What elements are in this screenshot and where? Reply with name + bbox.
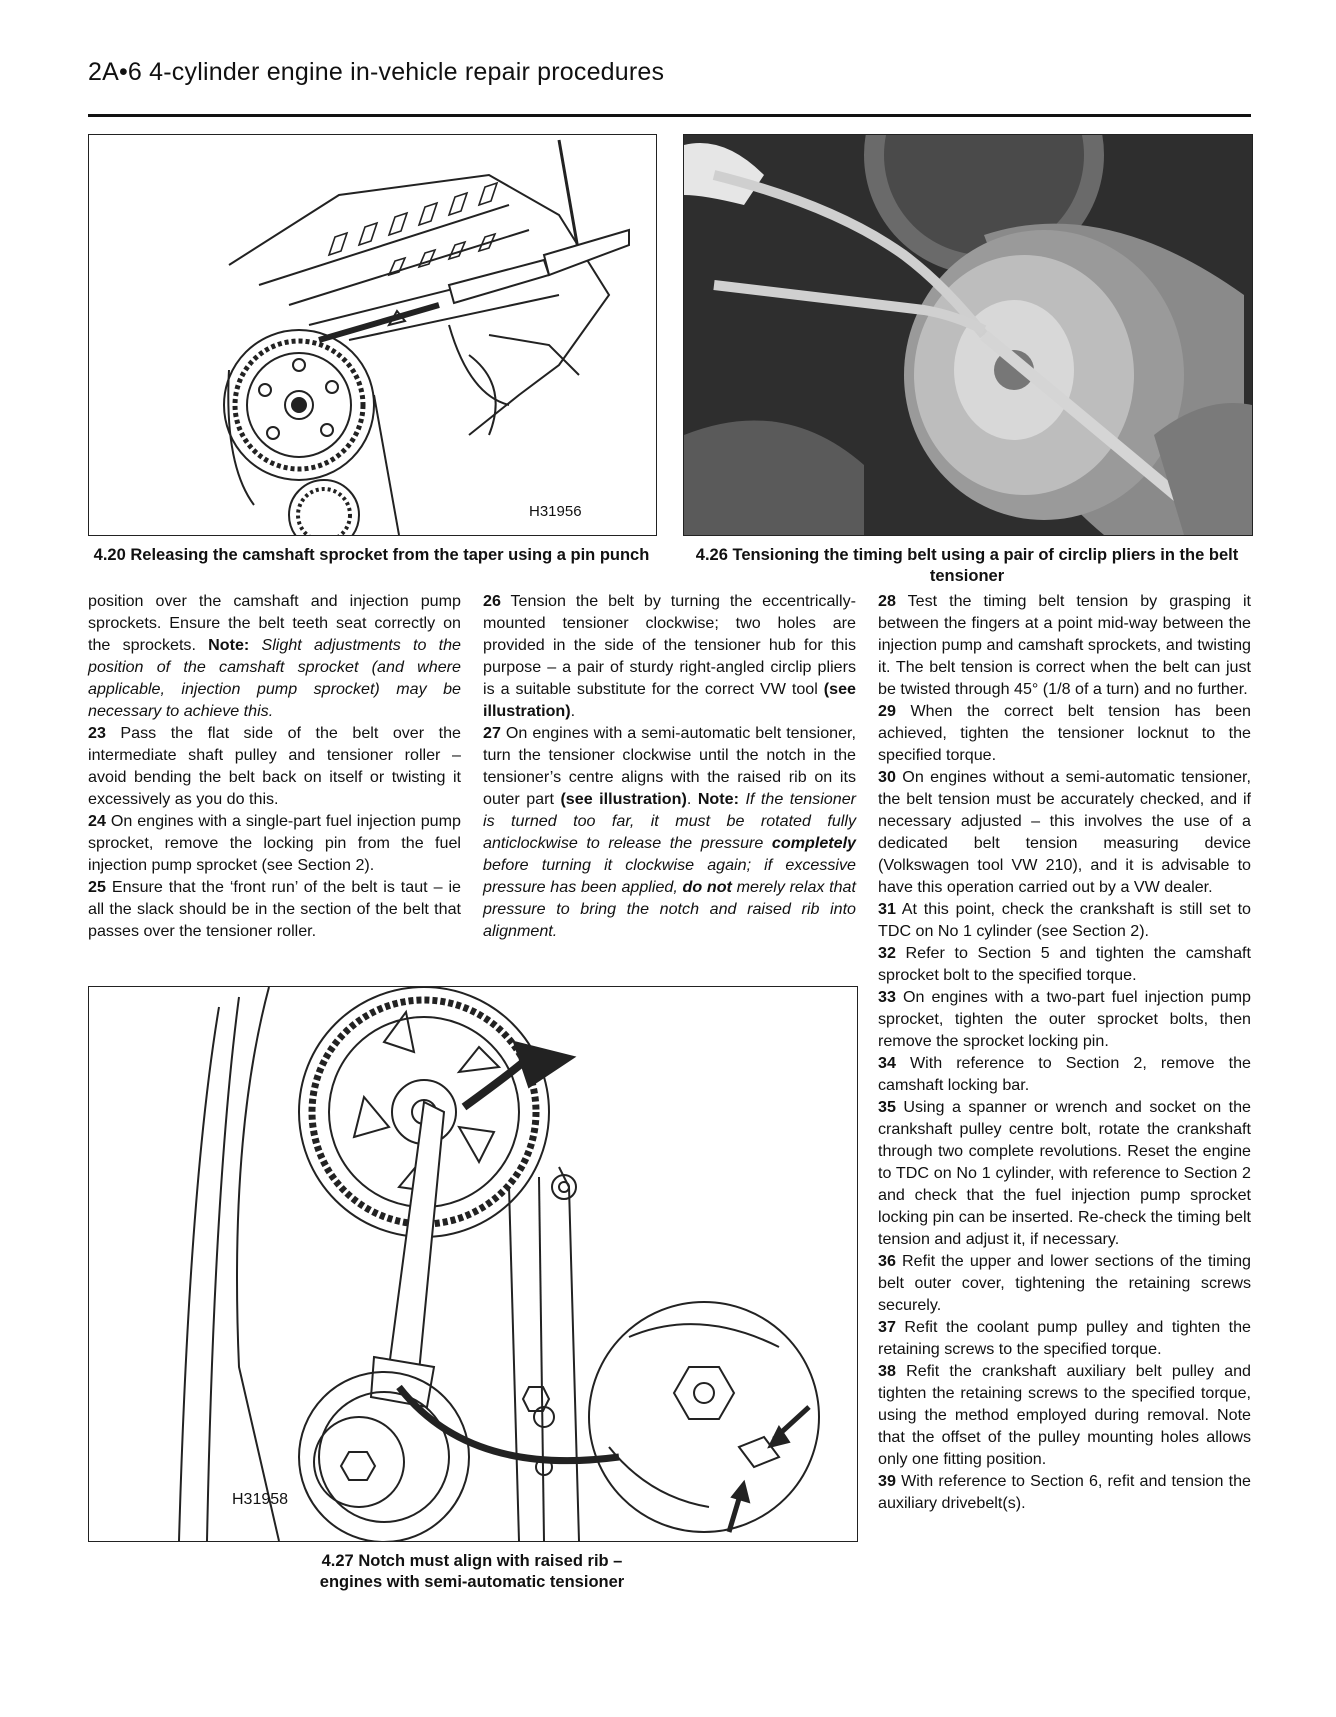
paragraph-number: 31 (878, 900, 896, 918)
text-column-2 (483, 590, 856, 942)
paragraph-text: At this point, check the crankshaft is still set to TDC on No 1 cylinder (see Section 2). (878, 900, 1251, 940)
paragraph-number: 25 (88, 878, 106, 896)
see-illustration-ref: (see illustration) (560, 790, 687, 808)
paragraph-text: With reference to Section 6, refit and tension the auxiliary drivebelt(s). (878, 1472, 1251, 1512)
paragraph-text: Test the timing belt tension by grasping it between the fingers at a point mid-way between the injection pump and camshaft sprockets, and twisting it. The belt tension is correct when the belt can just be twisted through 45° (1/8 of a turn) and no further. (878, 592, 1251, 698)
see-illustration-ref: (see illustration) (483, 680, 856, 720)
figure-4-20 (88, 134, 657, 536)
caption-line: engines with semi-automatic tensioner (319, 1573, 625, 1591)
paragraph-31 (878, 898, 1251, 942)
note-label: Note: (208, 636, 250, 654)
paragraph-text: On engines with a single-part fuel injection pump sprocket, remove the locking pin from the fuel injection pump sprocket (see Section 2). (88, 812, 461, 874)
paragraph-text: Ensure that the ‘front run’ of the belt is taut – ie all the slack should be in the section of the belt that passes over the tensioner roller. (88, 878, 461, 940)
paragraph-34 (878, 1052, 1251, 1096)
camshaft-sprocket-drawing (89, 135, 656, 535)
tensioner-notch-drawing (89, 987, 857, 1541)
paragraph-24 (88, 810, 461, 876)
figure-4-26 (683, 134, 1253, 536)
paragraph-number: 33 (878, 988, 896, 1006)
paragraph-30 (878, 766, 1251, 898)
paragraph-number: 39 (878, 1472, 896, 1490)
paragraph-number: 30 (878, 768, 896, 786)
paragraph-number: 34 (878, 1054, 896, 1072)
paragraph-26 (483, 590, 856, 722)
paragraph-text: Refit the coolant pump pulley and tighten the retaining screws to the specified torque. (878, 1318, 1251, 1358)
note-text: before turning it clockwise again; if excessive pressure has been applied, (483, 856, 856, 896)
paragraph-number: 29 (878, 702, 896, 720)
paragraph-25 (88, 876, 461, 942)
circlip-pliers-photo (684, 135, 1252, 535)
header-rule (88, 114, 1251, 117)
figure-4-27 (88, 986, 858, 1542)
note-text: If the tensioner is turned too far, it must be rotated fully anticlockwise to release the pressure (483, 790, 857, 852)
paragraph-23 (88, 722, 461, 810)
paragraph-number: 36 (878, 1252, 896, 1270)
paragraph-number: 23 (88, 724, 106, 742)
paragraph-35 (878, 1096, 1251, 1250)
paragraph-33 (878, 986, 1251, 1052)
paragraph-number: 37 (878, 1318, 896, 1336)
paragraph-29 (878, 700, 1251, 766)
note-text: merely relax that pressure to bring the notch and raised rib into alignment. (483, 878, 856, 940)
paragraph-number: 32 (878, 944, 896, 962)
paragraph-text: On engines with a semi-automatic belt tensioner, turn the tensioner clockwise until the notch in the tensioner’s centre aligns with the raised rib on its outer part (483, 724, 856, 808)
paragraph-number: 26 (483, 592, 501, 610)
caption-4-27 (88, 1551, 856, 1593)
caption-4-26: 4.26 Tensioning the timing belt using a pair of circlip pliers in the belt tensioner (695, 546, 1239, 585)
paragraph-text: Tension the belt by turning the eccentrically-mounted tensioner clockwise; two holes are provided in the side of the tensioner hub for this purpose – a pair of sturdy right-angled circlip pliers is a suitable substitute for the correct VW tool (483, 592, 856, 698)
paragraph-22-cont (88, 590, 461, 722)
paragraph-text: Using a spanner or wrench and socket on the crankshaft pulley centre bolt, rotate the crankshaft through two complete revolutions. Reset the engine to TDC on No 1 cylinder, with reference to Section 2 and check that the fuel injection pump sprocket locking pin can be inserted. Re-check the timing belt tension and adjust it, if necessary. (878, 1098, 1251, 1248)
paragraph-27 (483, 722, 856, 942)
paragraph-number: 35 (878, 1098, 896, 1116)
paragraph-37 (878, 1316, 1251, 1360)
note-emphasis: completely (771, 834, 856, 852)
text-column-1 (88, 590, 461, 942)
paragraph-text: . (570, 702, 576, 720)
paragraph-text: When the correct belt tension has been achieved, tighten the tensioner locknut to the specified torque. (878, 702, 1251, 764)
figure-code: H31958 (232, 1491, 289, 1508)
figure-code: H31956 (529, 503, 582, 520)
note-label: Note: (697, 790, 739, 808)
paragraph-text: On engines with a two-part fuel injection pump sprocket, tighten the outer sprocket bolts, then remove the sprocket locking pin. (878, 988, 1251, 1050)
paragraph-text: Refit the crankshaft auxiliary belt pulley and tighten the retaining screws to the specified torque, using the method employed during removal. Note that the offset of the pulley mounting holes allows only one fitting position. (878, 1362, 1251, 1468)
page-header: 2A•6 4-cylinder engine in-vehicle repair procedures (88, 58, 665, 86)
note-text: Slight adjustments to the position of the camshaft sprocket (and where applicable, injection pump sprocket) may be necessary to achieve this. (88, 636, 461, 720)
note-emphasis: do not (682, 878, 732, 896)
paragraph-text: position over the camshaft and injection pump sprockets. Ensure the belt teeth seat correctly on the sprockets. (88, 592, 461, 654)
paragraph-number: 24 (88, 812, 106, 830)
paragraph-text: Refit the upper and lower sections of the timing belt outer cover, tightening the retaining screws securely. (878, 1252, 1251, 1314)
paragraph-number: 27 (483, 724, 501, 742)
paragraph-28 (878, 590, 1251, 700)
paragraph-text: Pass the flat side of the belt over the intermediate shaft pulley and tensioner roller – avoid bending the belt back on itself or twisting it excessively as you do this. (88, 724, 461, 808)
paragraph-text: With reference to Section 2, remove the camshaft locking bar. (878, 1054, 1251, 1094)
paragraph-text: On engines without a semi-automatic tensioner, the belt tension must be accurately checked, and if necessary adjusted – this involves the use of a dedicated belt tension measuring device (Volkswagen tool VW 210), and it is advisable to have this operation carried out by a VW dealer. (878, 768, 1251, 896)
paragraph-36 (878, 1250, 1251, 1316)
text-column-3 (878, 590, 1251, 1514)
paragraph-text: Refer to Section 5 and tighten the camshaft sprocket bolt to the specified torque. (878, 944, 1251, 984)
caption-4-20: 4.20 Releasing the camshaft sprocket from the taper using a pin punch (93, 546, 650, 564)
paragraph-text: . (686, 790, 698, 808)
paragraph-39 (878, 1470, 1251, 1514)
paragraph-number: 38 (878, 1362, 896, 1380)
paragraph-32 (878, 942, 1251, 986)
paragraph-number: 28 (878, 592, 896, 610)
paragraph-38 (878, 1360, 1251, 1470)
caption-line: 4.27 Notch must align with raised rib – (321, 1552, 623, 1570)
